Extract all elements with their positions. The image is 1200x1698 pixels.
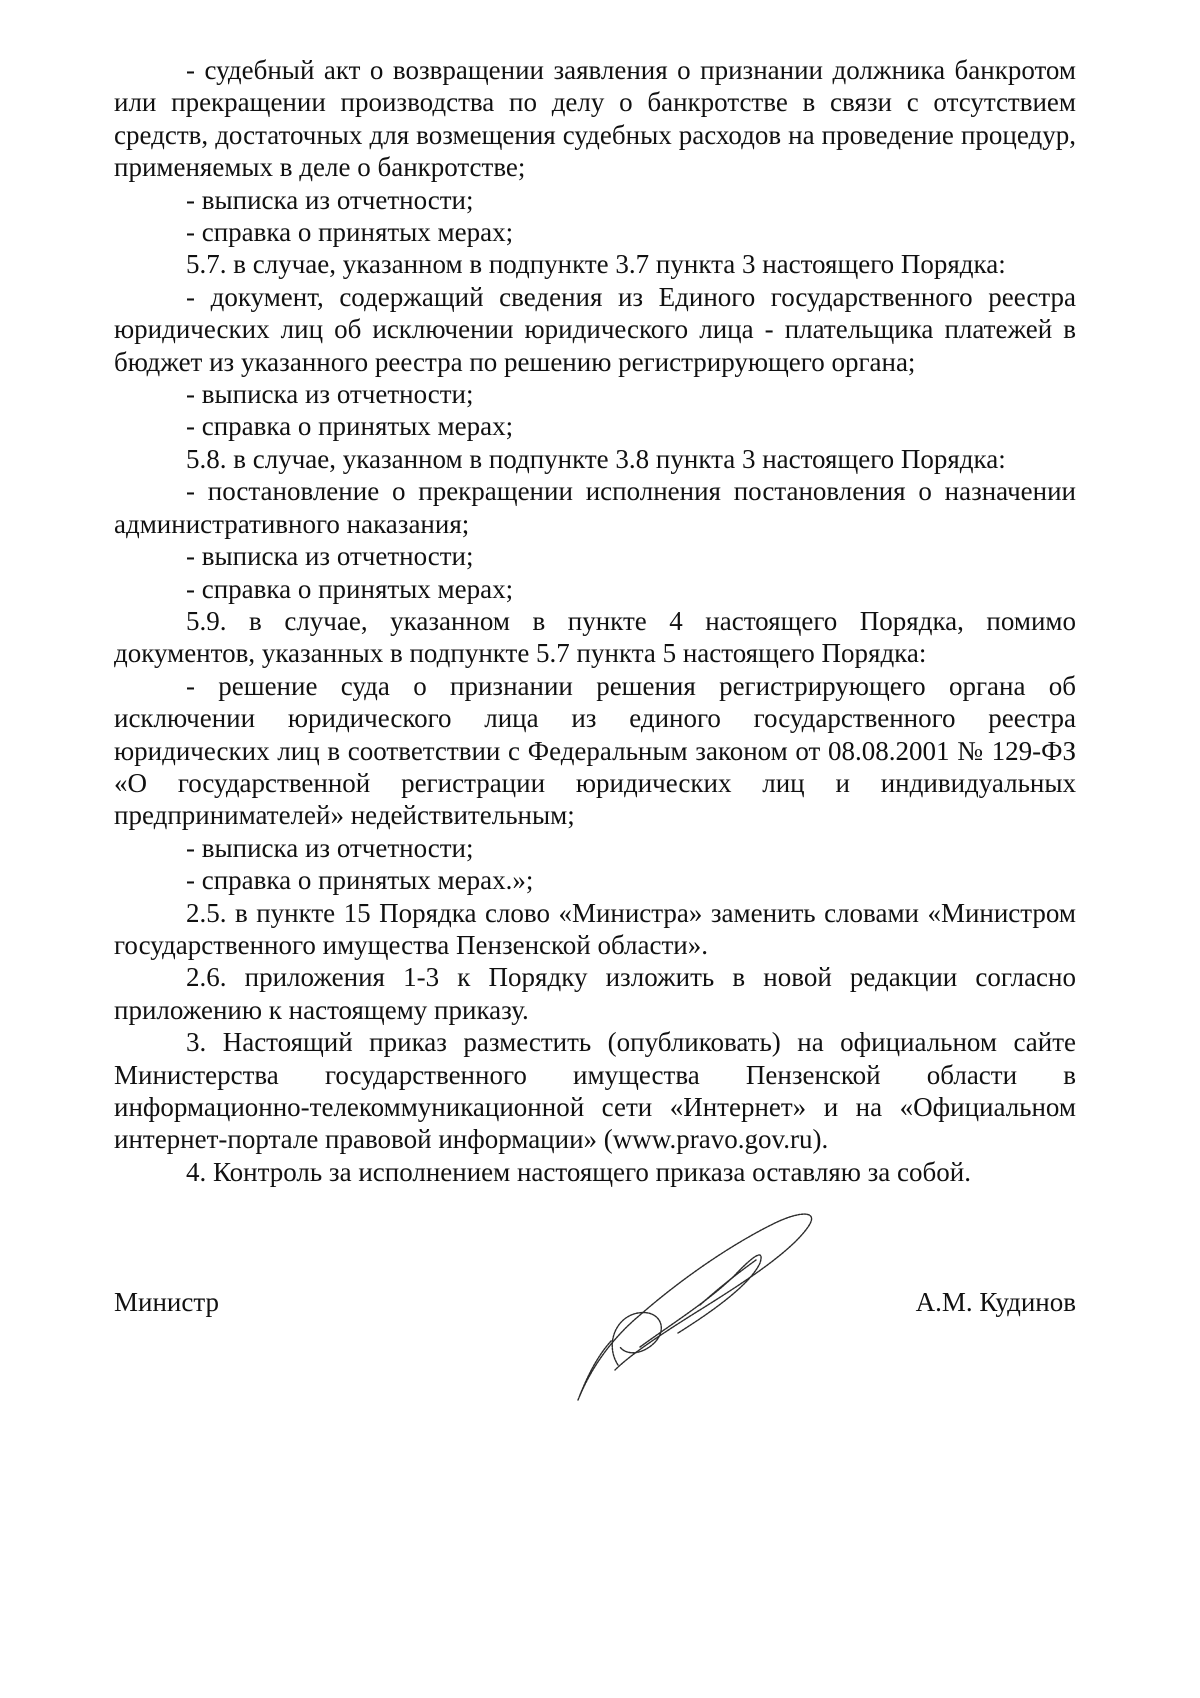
- paragraph-measures-note: - справка о принятых мерах;: [186, 217, 514, 248]
- handwritten-signature: [560, 1205, 830, 1405]
- paragraph-clause-5-8: 5.8. в случае, указанном в подпункте 3.8 пункта 3 настоящего Порядка:: [186, 443, 1006, 474]
- paragraph-registry-document: - документ, содержащий сведения из Единого государственного реестра юридических лиц об исключении юридического лица - плательщика платежей в бюджет из указанного реестра по решению регистрирующего органа;: [114, 281, 1076, 377]
- paragraph-measures-note: - справка о принятых мерах;: [186, 573, 514, 604]
- paragraph-clause-2-5: 2.5. в пункте 15 Порядка слово «Министра» заменить словами «Министром государственного имущества Пензенской области».: [114, 897, 1076, 960]
- paragraph-court-decision: - решение суда о признании решения регистрирующего органа об исключении юридического лица из единого государственного реестра юридических лиц в соответствии с Федеральным законом от 08.08.2001 № 129-ФЗ «О государственной регистрации юридических лиц и индивидуальных предпринимателей» недействительным;: [114, 670, 1076, 831]
- paragraph-clause-5-7: 5.7. в случае, указанном в подпункте 3.7 пункта 3 настоящего Порядка:: [186, 249, 1006, 280]
- paragraph-termination-resolution: - постановление о прекращении исполнения постановления о назначении административного наказания;: [114, 476, 1076, 539]
- signature-stroke: [578, 1214, 812, 1400]
- paragraph-court-act: - судебный акт о возвращении заявления о признании должника банкротом или прекращении производства по делу о банкротстве в связи с отсутствием средств, достаточных для возмещения судебных расходов на проведение процедур, применяемых в деле о банкротстве;: [114, 55, 1076, 183]
- paragraph-report-extract: - выписка из отчетности;: [186, 541, 474, 572]
- signature-stroke: [612, 1313, 661, 1365]
- paragraph-measures-note: - справка о принятых мерах.»;: [186, 865, 534, 896]
- signatory-name: А.М. Кудинов: [915, 1287, 1076, 1317]
- document-body: [114, 54, 1076, 1188]
- paragraph-report-extract: - выписка из отчетности;: [186, 184, 474, 215]
- paragraph-report-extract: - выписка из отчетности;: [186, 379, 474, 410]
- paragraph-clause-5-9: 5.9. в случае, указанном в пункте 4 настоящего Порядка, помимо документов, указанных в подпункте 5.7 пункта 5 настоящего Порядка:: [114, 605, 1076, 669]
- paragraph-report-extract: - выписка из отчетности;: [186, 832, 474, 863]
- paragraph-measures-note: - справка о принятых мерах;: [186, 411, 514, 442]
- signatory-title: Министр: [114, 1287, 219, 1317]
- paragraph-clause-2-6: 2.6. приложения 1-3 к Порядку изложить в новой редакции согласно приложению к настоящему приказу.: [114, 962, 1076, 1025]
- paragraph-clause-3: 3. Настоящий приказ разместить (опубликовать) на официальном сайте Министерства государственного имущества Пензенской области в информационно-телекоммуникационной сети «Интернет» и на «Официальном интернет-портале правовой информации» (www.pravo.gov.ru).: [114, 1027, 1076, 1155]
- paragraph-clause-4: 4. Контроль за исполнением настоящего приказа оставляю за собой.: [186, 1156, 971, 1187]
